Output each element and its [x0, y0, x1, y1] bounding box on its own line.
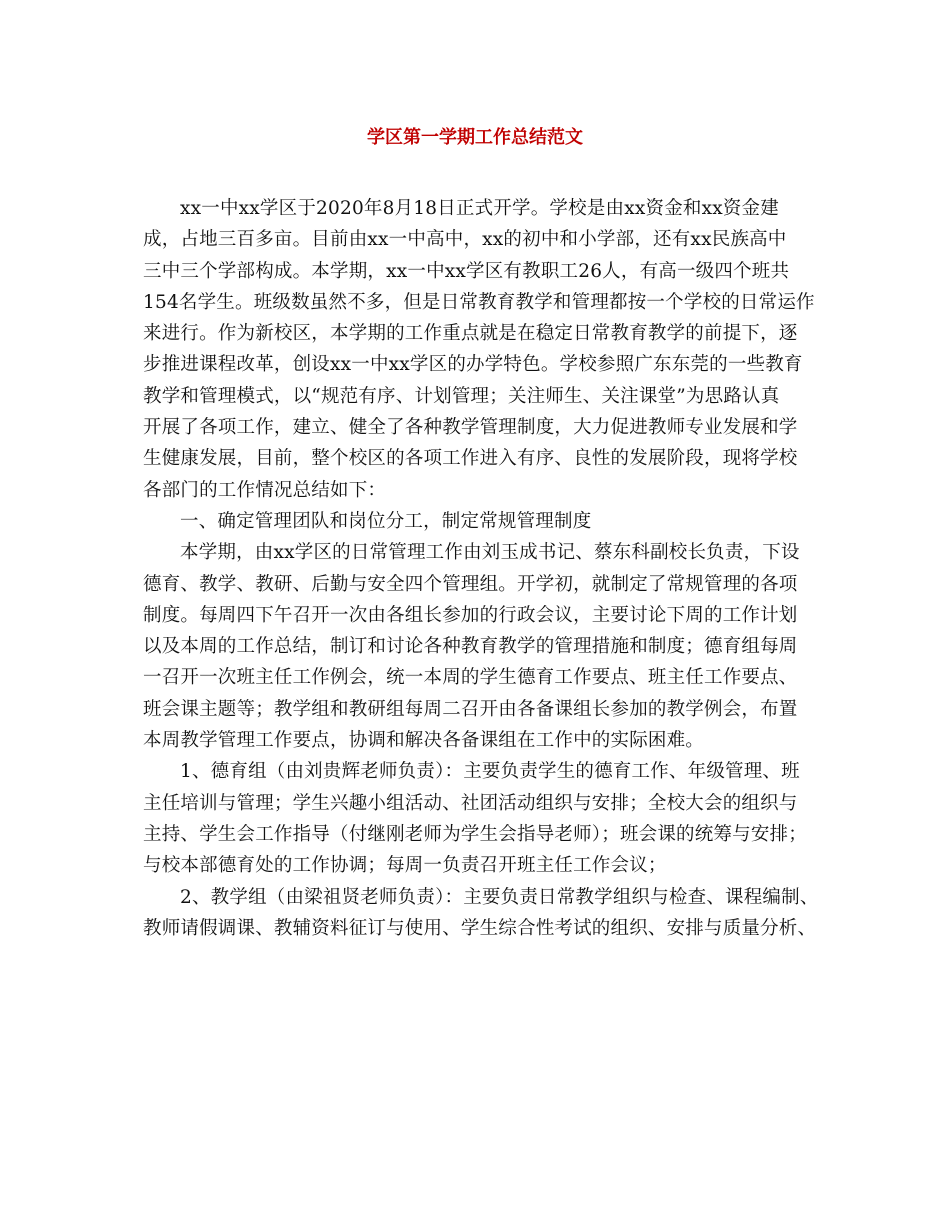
text-line: 班会课主题等；教学组和教研组每周二召开由各备课组长参加的教学例会，布置	[143, 698, 798, 720]
text-line: 本周教学管理工作要点，协调和解决各备课组在工作中的实际困难。	[143, 730, 705, 752]
document-title: 学区第一学期工作总结范文	[367, 127, 583, 148]
text-line: 成，占地三百多亩。目前由xx一中高中，xx的初中和小学部，还有xx民族高中	[143, 229, 787, 251]
text-line: 一、确定管理团队和岗位分工，制定常规管理制度	[180, 510, 592, 532]
text-line: 154名学生。班级数虽然不多，但是日常教育教学和管理都按一个学校的日常运作	[143, 291, 815, 313]
text-line: 德育、教学、教研、后勤与安全四个管理组。开学初，就制定了常规管理的各项	[143, 573, 798, 595]
text-line: 以及本周的工作总结，制订和讨论各种教育教学的管理措施和制度；德育组每周	[143, 636, 798, 658]
text-line: 与校本部德育处的工作协调；每周一负责召开班主任工作会议；	[143, 855, 667, 877]
text-line: 来进行。作为新校区，本学期的工作重点就是在稳定日常教育教学的前提下，逐	[143, 323, 798, 345]
text-line: 教师请假调课、教辅资料征订与使用、学生综合性考试的组织、安排与质量分析、	[143, 917, 817, 939]
text-line: 开展了各项工作，建立、健全了各种教学管理制度，大力促进教师专业发展和学	[143, 417, 798, 439]
text-line: 一召开一次班主任工作例会，统一本周的学生德育工作要点、班主任工作要点、	[143, 667, 798, 689]
text-line: 本学期，由xx学区的日常管理工作由刘玉成书记、蔡东科副校长负责，下设	[180, 542, 800, 564]
text-line: 步推进课程改革，创设xx一中xx学区的办学特色。学校参照广东东莞的一些教育	[143, 354, 803, 376]
text-line: 教学和管理模式，以“规范有序、计划管理；关注师生、关注课堂”为思路认真	[143, 385, 780, 407]
text-line: xx一中xx学区于2020年8月18日正式开学。学校是由xx资金和xx资金建	[180, 198, 779, 219]
text-line: 制度。每周四下午召开一次由各组长参加的行政会议，主要讨论下周的工作计划	[143, 604, 798, 626]
text-line: 三中三个学部构成。本学期，xx一中xx学区有教职工26人，有高一级四个班共	[143, 260, 790, 282]
text-line: 1、德育组（由刘贵辉老师负责）：主要负责学生的德育工作、年级管理、班	[180, 761, 800, 783]
text-line: 生健康发展，目前，整个校区的各项工作进入有序、良性的发展阶段，现将学校	[143, 448, 798, 470]
document-body	[143, 193, 819, 944]
text-line: 主持、学生会工作指导（付继刚老师为学生会指导老师）；班会课的统筹与安排；	[143, 823, 807, 845]
text-line: 主任培训与管理；学生兴趣小组活动、社团活动组织与安排；全校大会的组织与	[143, 792, 798, 814]
text-line: 各部门的工作情况总结如下：	[143, 479, 387, 501]
text-line: 2、教学组（由梁祖贤老师负责）：主要负责日常教学组织与检查、课程编制、	[180, 886, 819, 908]
